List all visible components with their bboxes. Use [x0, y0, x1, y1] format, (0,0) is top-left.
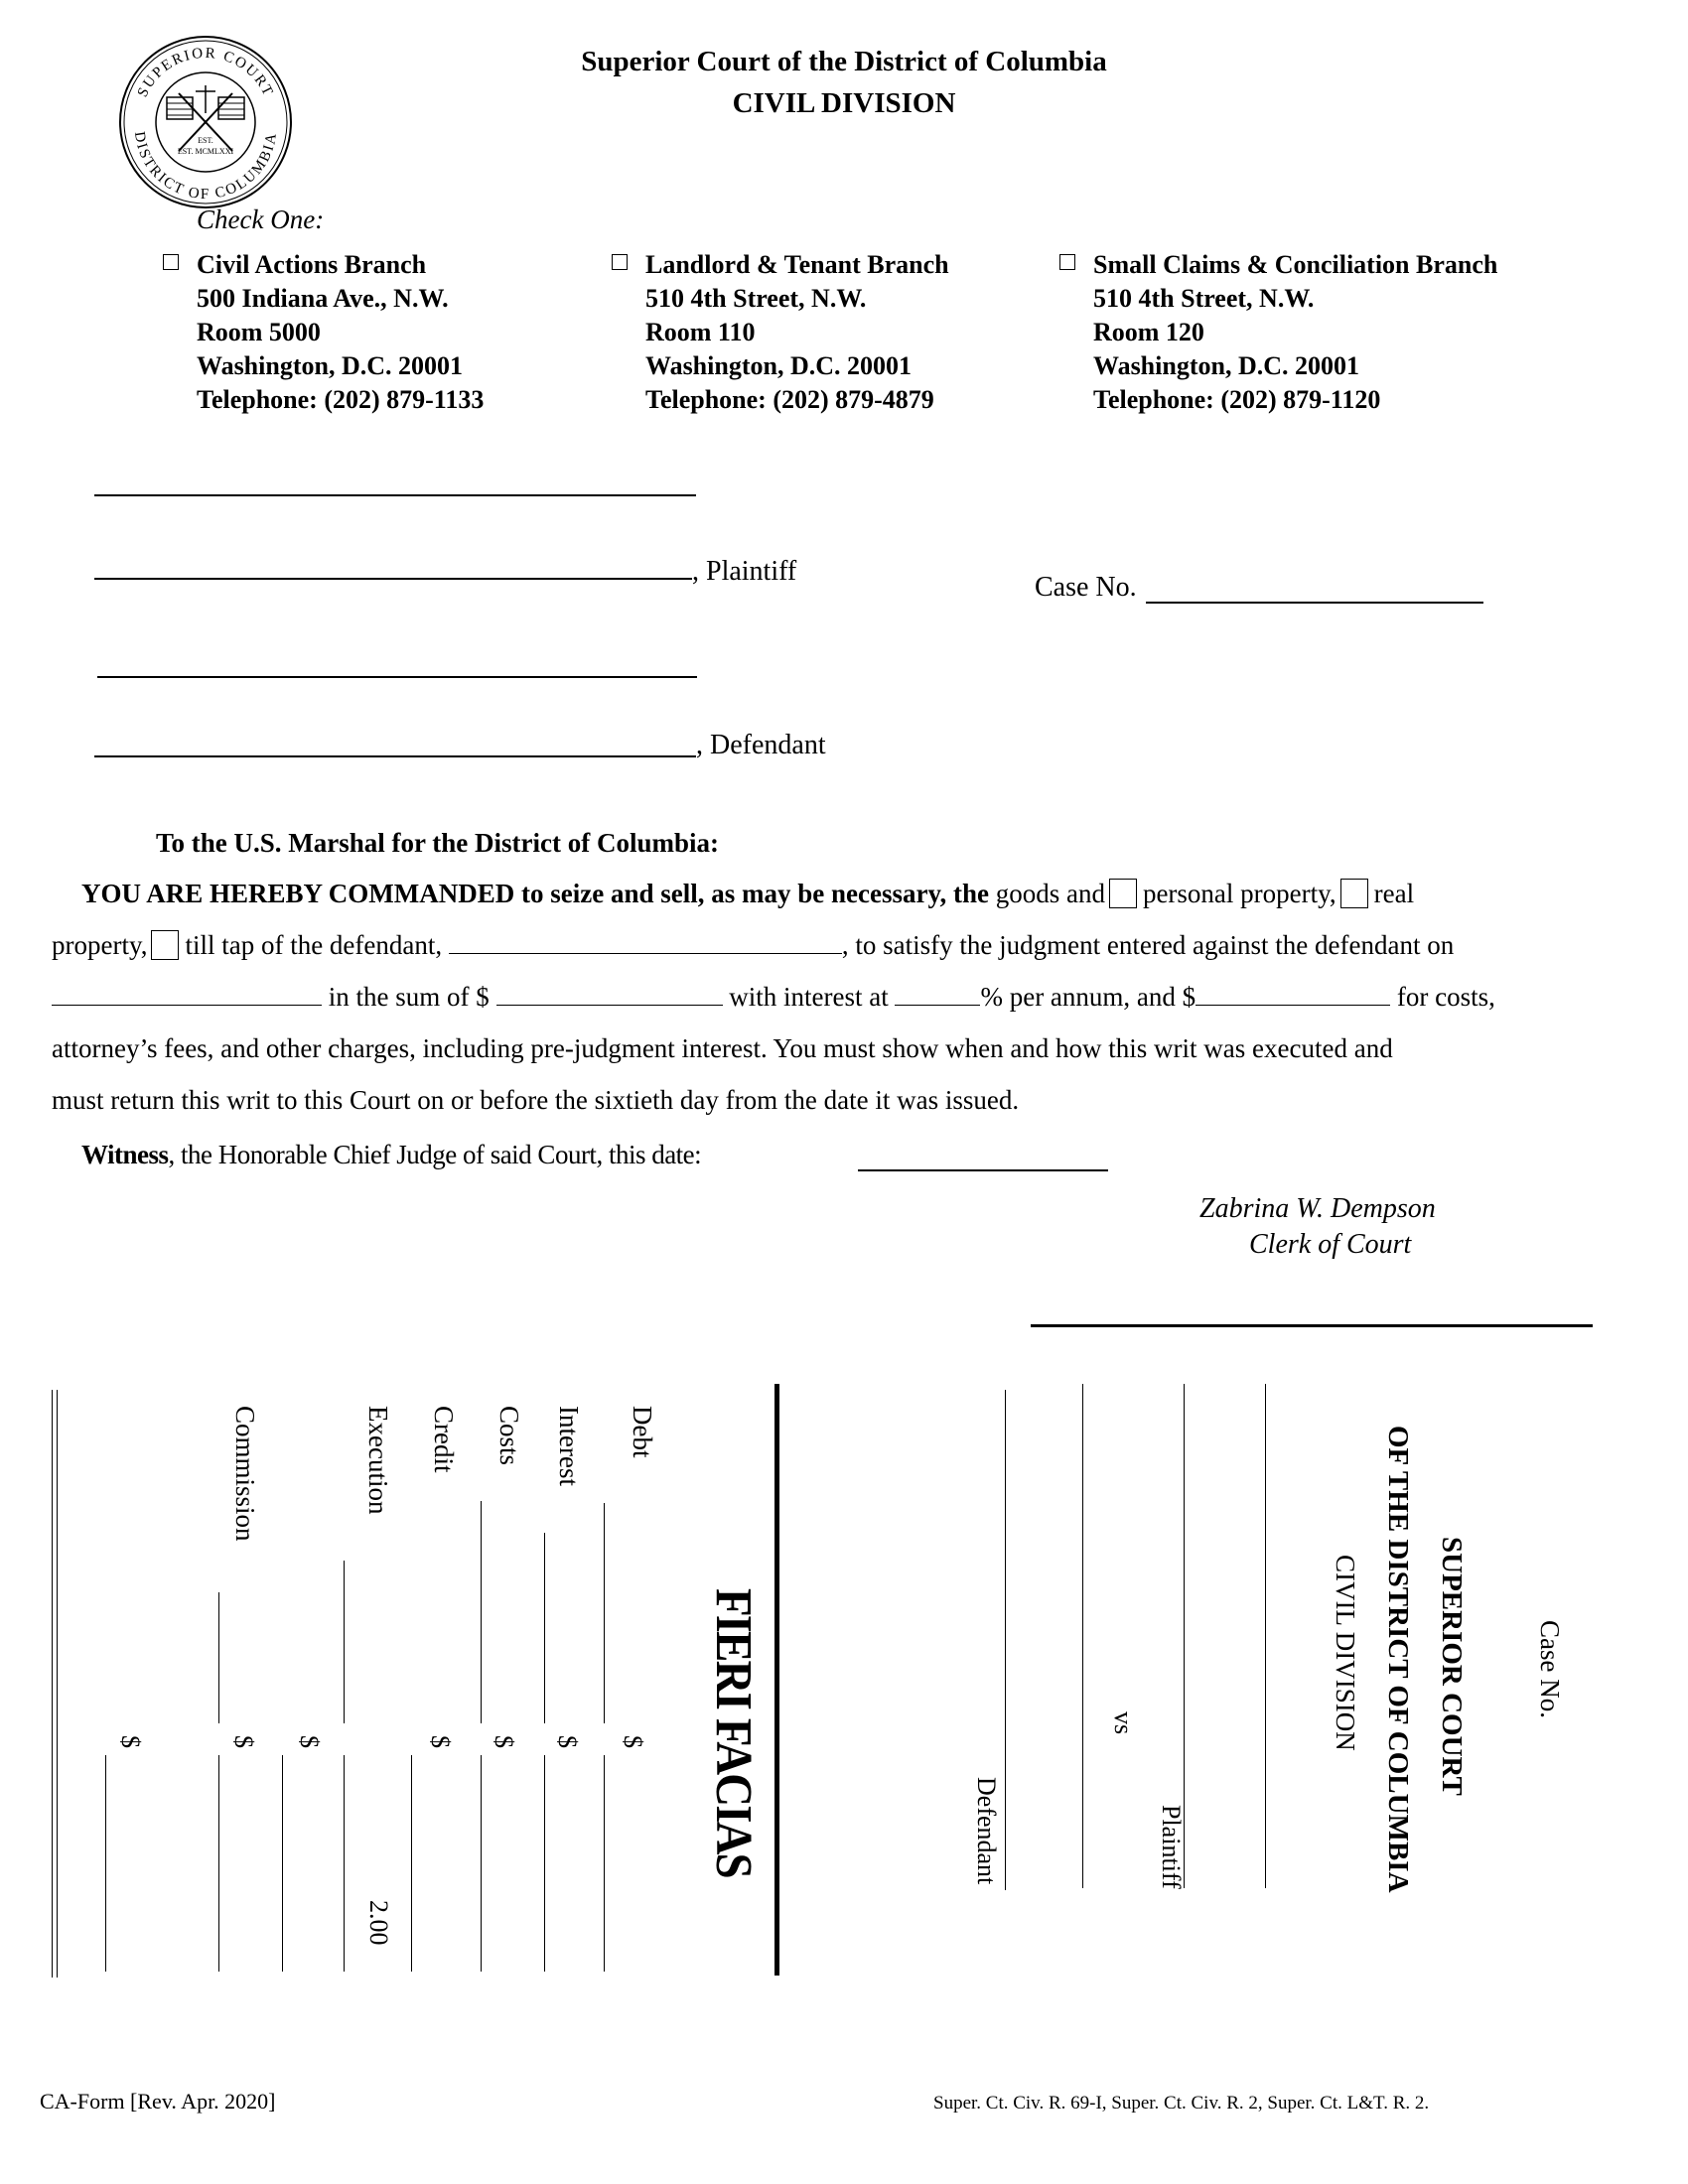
case-no-label: Case No.: [1035, 572, 1137, 603]
checkbox-civil-actions[interactable]: [163, 254, 179, 270]
commission-lower-line[interactable]: [282, 1755, 283, 1972]
rule-citations: Super. Ct. Civ. R. 69-I, Super. Ct. Civ. R. 2, Super. Ct. L&T. R. 2.: [933, 2093, 1430, 2114]
branch-small-claims[interactable]: [1093, 248, 1497, 417]
percent-text: % per annum, and $: [980, 982, 1196, 1012]
command-text: YOU ARE HEREBY COMMANDED to seize and sell, as may be necessary, the: [81, 879, 989, 908]
witness-date-line[interactable]: [858, 1169, 1108, 1171]
svg-text:DISTRICT OF COLUMBIA: DISTRICT OF COLUMBIA: [130, 130, 281, 204]
back-plaintiff: Plaintiff: [1157, 1805, 1186, 1889]
plaintiff-line-1[interactable]: [94, 494, 696, 496]
clerk-name: Zabrina W. Dempson: [1199, 1193, 1436, 1224]
personal-property-checkbox[interactable]: [1109, 879, 1137, 908]
costs-blank[interactable]: [1196, 981, 1390, 1006]
checkbox-landlord-tenant[interactable]: [612, 254, 628, 270]
case-no-line[interactable]: [1146, 602, 1483, 604]
total-lower-line[interactable]: [105, 1755, 106, 1972]
witness-bold: Witness: [81, 1140, 169, 1169]
personal-property-text: personal property,: [1142, 879, 1336, 908]
interest-text: with interest at: [729, 982, 889, 1012]
back-court-line-2: OF THE DISTRICT OF COLUMBIA: [1382, 1426, 1414, 1893]
back-division: CIVIL DIVISION: [1331, 1555, 1360, 1751]
branch-phone: Telephone: (202) 879-1133: [197, 385, 485, 414]
branch-room: Room 120: [1093, 318, 1204, 346]
satisfy-text: , to satisfy the judgment entered against the defendant on: [841, 930, 1455, 960]
branch-street: 510 4th Street, N.W.: [645, 284, 867, 313]
clerk-title: Clerk of Court: [1249, 1229, 1412, 1260]
branch-name: Small Claims & Conciliation Branch: [1093, 250, 1498, 279]
dollar-execution: $: [295, 1735, 324, 1748]
costs-upper-line[interactable]: [481, 1501, 482, 1723]
defendant-label: , Defendant: [696, 730, 826, 760]
branch-phone: Telephone: (202) 879-4879: [645, 385, 934, 414]
fieri-facias-title: FIERI FACIAS: [705, 1588, 762, 1877]
writ-line-4: attorney’s fees, and other charges, including pre-judgment interest. You must show when and how this writ was executed and: [52, 1033, 1393, 1063]
for-costs-text: for costs,: [1396, 982, 1495, 1012]
credit-lower-line[interactable]: [411, 1755, 412, 1972]
judgment-date-blank[interactable]: [52, 981, 322, 1006]
dollar-costs: $: [490, 1735, 518, 1748]
clerk-signature-line[interactable]: [1031, 1324, 1593, 1327]
fee-label-interest: Interest: [554, 1406, 584, 1486]
writ-line-3: [52, 971, 1640, 1023]
till-tap-text: till tap of the defendant,: [185, 930, 443, 960]
fee-label-costs: Costs: [494, 1406, 524, 1466]
back-defendant-line[interactable]: [1082, 1384, 1083, 1888]
dollar-credit: $: [426, 1735, 455, 1748]
witness-line: [81, 1140, 701, 1170]
writ-line-1: [52, 868, 1640, 919]
writ-paragraph: [52, 868, 1640, 1126]
branch-city: Washington, D.C. 20001: [645, 351, 912, 380]
branch-city: Washington, D.C. 20001: [197, 351, 463, 380]
branch-street: 500 Indiana Ave., N.W.: [197, 284, 449, 313]
fee-label-commission: Commission: [230, 1406, 260, 1542]
fee-extra-line[interactable]: [218, 1755, 219, 1972]
svg-text:SUPERIOR COURT: SUPERIOR COURT: [134, 45, 277, 100]
interest-lower-line[interactable]: [544, 1755, 545, 1972]
branch-landlord-tenant[interactable]: [645, 248, 949, 417]
defendant-line-1[interactable]: [97, 676, 697, 678]
sum-blank[interactable]: [496, 981, 723, 1006]
branch-room: Room 5000: [197, 318, 321, 346]
court-title: Superior Court of the District of Columbia: [581, 46, 1107, 77]
branch-room: Room 110: [645, 318, 756, 346]
branch-civil-actions[interactable]: [197, 248, 484, 417]
dollar-interest: $: [553, 1735, 582, 1748]
plaintiff-label: , Plaintiff: [692, 556, 797, 587]
check-one-label: Check One:: [197, 205, 325, 234]
form-id: CA-Form [Rev. Apr. 2020]: [40, 2089, 276, 2114]
execution-amount: 2.00: [364, 1900, 393, 1946]
fee-label-execution: Execution: [363, 1406, 393, 1515]
execution-upper-line[interactable]: [344, 1561, 345, 1723]
back-line-1[interactable]: [1265, 1384, 1266, 1888]
branch-street: 510 4th Street, N.W.: [1093, 284, 1315, 313]
real-text: real: [1373, 879, 1415, 908]
branch-phone: Telephone: (202) 879-1120: [1093, 385, 1381, 414]
commission-upper-line[interactable]: [218, 1592, 219, 1723]
back-line-4[interactable]: [1005, 1390, 1006, 1890]
sum-text: in the sum of $: [328, 982, 490, 1012]
dollar-total: $: [116, 1735, 145, 1748]
witness-text: , the Honorable Chief Judge of said Court, this date:: [168, 1140, 702, 1169]
execution-lower-line[interactable]: [344, 1755, 345, 1972]
fee-panel-border-outer: [52, 1390, 53, 1978]
back-vs: vs: [1109, 1711, 1138, 1735]
writ-line-5: must return this writ to this Court on or before the sixtieth day from the date it was issued.: [52, 1085, 1020, 1115]
plaintiff-line-2[interactable]: [94, 578, 692, 580]
checkbox-small-claims[interactable]: [1059, 254, 1075, 270]
property-text: property,: [52, 930, 148, 960]
defendant-line-2[interactable]: [94, 755, 696, 757]
dollar-commission: $: [229, 1735, 258, 1748]
fee-label-debt: Debt: [628, 1406, 657, 1458]
writ-line-2: [52, 919, 1640, 971]
debt-lower-line[interactable]: [604, 1755, 605, 1972]
svg-text:EST. MCMLXXI: EST. MCMLXXI: [177, 147, 234, 156]
interest-upper-line[interactable]: [544, 1533, 545, 1723]
back-court-line-1: SUPERIOR COURT: [1436, 1537, 1468, 1796]
fee-panel-border-inner: [57, 1390, 58, 1978]
back-case-no: Case No.: [1535, 1620, 1565, 1718]
real-property-checkbox[interactable]: [1340, 879, 1368, 908]
fieri-facias-divider: [774, 1384, 779, 1976]
interest-rate-blank[interactable]: [895, 981, 980, 1006]
back-defendant: Defendant: [972, 1777, 1001, 1885]
till-tap-checkbox[interactable]: [151, 930, 179, 960]
defendant-name-blank[interactable]: [449, 929, 842, 954]
branch-name: Landlord & Tenant Branch: [645, 250, 949, 279]
marshal-address: To the U.S. Marshal for the District of Columbia:: [156, 828, 719, 858]
division-title: CIVIL DIVISION: [732, 87, 956, 119]
dollar-debt: $: [619, 1735, 647, 1748]
svg-text:EST.: EST.: [198, 136, 213, 145]
branch-city: Washington, D.C. 20001: [1093, 351, 1359, 380]
costs-lower-line[interactable]: [481, 1755, 482, 1972]
branch-name: Civil Actions Branch: [197, 250, 427, 279]
fee-label-credit: Credit: [429, 1406, 459, 1473]
goods-and-text: goods and: [995, 879, 1105, 908]
debt-upper-line[interactable]: [604, 1503, 605, 1723]
